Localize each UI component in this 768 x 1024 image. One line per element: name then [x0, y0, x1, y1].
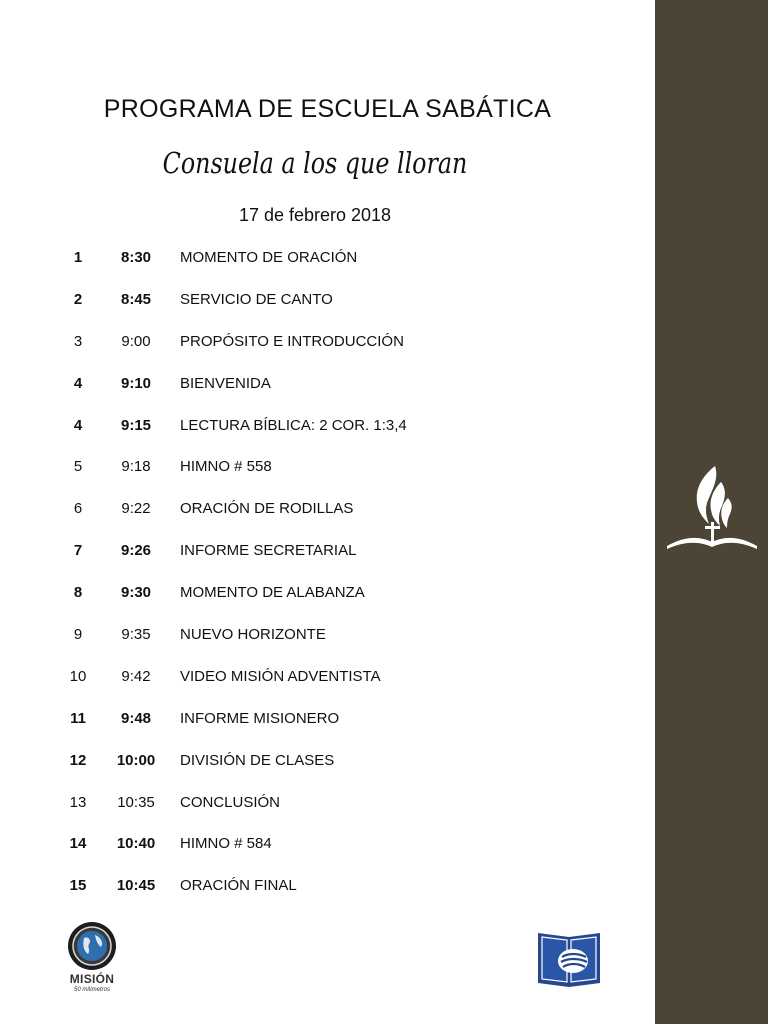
page-subtitle: Consuela a los que lloran — [162, 146, 468, 180]
item-activity: LECTURA BÍBLICA: 2 COR. 1:3,4 — [180, 416, 407, 434]
program-row — [0, 539, 640, 581]
adventist-book-logo — [536, 927, 602, 987]
item-time: 9:26 — [120, 542, 152, 560]
item-number: 1 — [73, 249, 83, 266]
item-number: 3 — [73, 332, 83, 350]
item-number: 8 — [73, 584, 83, 602]
item-number: 4 — [73, 416, 83, 434]
item-number: 7 — [73, 542, 83, 560]
item-time: 8:30 — [120, 249, 152, 266]
item-time: 9:42 — [121, 667, 151, 685]
program-row — [0, 832, 640, 874]
program-row — [0, 707, 640, 749]
item-activity: CONCLUSIÓN — [180, 793, 281, 811]
mision-sub: 50 milímetros — [73, 987, 110, 993]
program-row — [0, 497, 640, 539]
program-row — [0, 455, 640, 497]
program-row — [0, 581, 640, 623]
item-number: 14 — [69, 835, 87, 853]
item-activity: MOMENTO DE ALABANZA — [180, 584, 365, 602]
item-time: 9:10 — [120, 374, 152, 392]
item-time: 9:18 — [121, 458, 151, 476]
program-row — [0, 749, 640, 791]
item-activity: DIVISIÓN DE CLASES — [180, 751, 335, 769]
item-number: 12 — [69, 751, 87, 769]
item-time: 9:22 — [121, 500, 151, 518]
program-row — [0, 414, 640, 456]
item-time: 9:30 — [120, 584, 152, 602]
item-time: 10:00 — [116, 751, 156, 769]
mision-label: MISIÓN — [69, 972, 115, 986]
item-number: 4 — [73, 374, 83, 392]
page-title: PROGRAMA DE ESCUELA SABÁTICA — [103, 95, 552, 123]
item-activity: PROPÓSITO E INTRODUCCIÓN — [180, 332, 404, 350]
item-activity: INFORME SECRETARIAL — [180, 542, 357, 560]
mision-logo — [62, 920, 122, 998]
item-activity: HIMNO # 584 — [180, 835, 272, 853]
item-time: 10:35 — [117, 793, 155, 811]
open-book-flame-icon — [536, 927, 602, 987]
item-activity: NUEVO HORIZONTE — [180, 626, 326, 644]
item-number: 10 — [69, 667, 87, 685]
program-date: 17 de febrero 2018 — [238, 205, 392, 225]
item-time: 8:45 — [120, 290, 152, 308]
sidebar-band — [655, 0, 768, 1024]
item-time: 9:15 — [120, 416, 152, 434]
program-row — [0, 874, 640, 916]
item-activity: ORACIÓN DE RODILLAS — [180, 500, 354, 518]
program-row — [0, 330, 640, 372]
item-activity: MOMENTO DE ORACIÓN — [180, 249, 358, 266]
item-time: 9:35 — [121, 626, 151, 644]
program-row — [0, 623, 640, 665]
adventist-flame-icon — [665, 462, 759, 554]
item-activity: INFORME MISIONERO — [180, 709, 340, 727]
program-row — [0, 372, 640, 414]
item-activity: ORACIÓN FINAL — [180, 877, 297, 895]
item-number: 13 — [69, 793, 87, 811]
item-activity: VIDEO MISIÓN ADVENTISTA — [180, 667, 381, 685]
item-time: 9:00 — [121, 332, 151, 350]
program-row — [0, 665, 640, 707]
item-number: 11 — [70, 709, 86, 727]
program-row — [0, 288, 640, 330]
item-number: 6 — [73, 500, 83, 518]
item-time: 10:45 — [116, 877, 156, 895]
program-row — [0, 246, 640, 288]
program-list — [0, 246, 640, 916]
item-number: 5 — [73, 458, 83, 476]
item-activity: HIMNO # 558 — [180, 458, 272, 476]
item-number: 2 — [73, 290, 83, 308]
item-number: 15 — [69, 877, 87, 895]
item-activity: SERVICIO DE CANTO — [180, 290, 333, 308]
item-time: 10:40 — [116, 835, 156, 853]
item-activity: BIENVENIDA — [180, 374, 271, 392]
program-row — [0, 791, 640, 833]
globe-icon — [62, 920, 122, 972]
item-number: 9 — [73, 626, 83, 644]
item-time: 9:48 — [120, 709, 152, 727]
